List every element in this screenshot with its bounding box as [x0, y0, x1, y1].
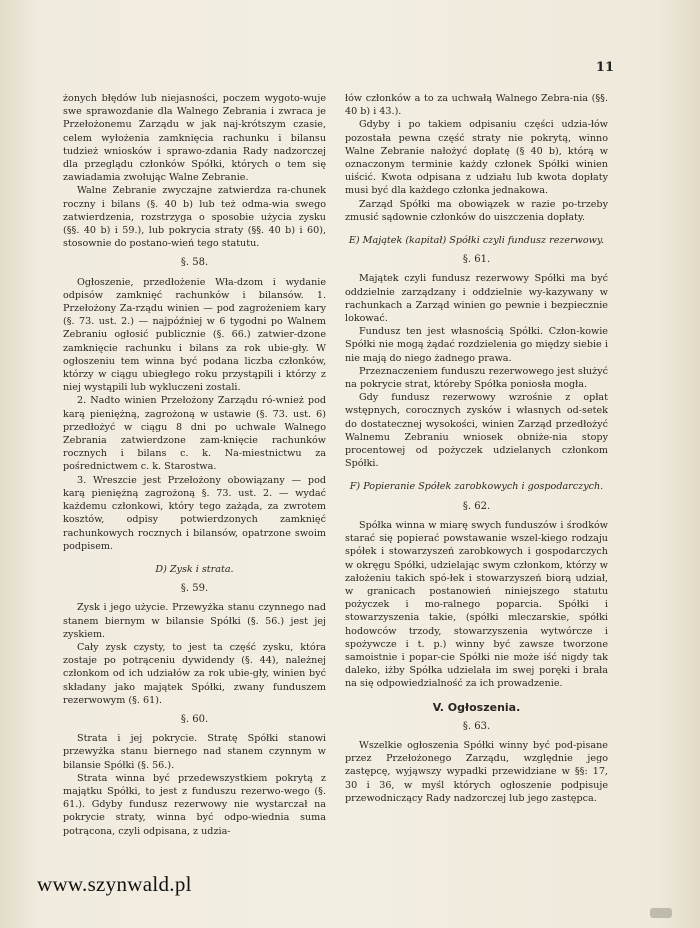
chapter-heading: V. Ogłoszenia. [432, 700, 521, 714]
section-number: §. 62. [462, 500, 491, 512]
section-number: §. 58. [180, 257, 209, 269]
right-column [345, 92, 608, 805]
watermark: www.szynwald.pl [37, 872, 192, 896]
chapter-heading: F) Popieranie Spółek zarobkowych i gospodarczych. [349, 481, 604, 493]
paragraph: Cały zysk czysty, to jest ta część zysku, która zostaje po potrąceniu dywidendy (§. 44), należnej członkom od ich udziałów za rok ubie-gły, winien być składany jako majątek Spółki, zwany funduszem rezerwowym (§. 61). [63, 641, 326, 706]
paragraph: 3. Wreszcie jest Przełożony obowiązany — pod karą pieniężną zagrożoną §. 73. ust. 2. — wydać każdemu członkowi, który tego zażąda, za zwrotem kosztów, odpisy potwierdzonych zamknięć rachunkowych rocznych i bilansów, opatrzone swoim podpisem. [63, 474, 326, 552]
left-column [63, 92, 326, 838]
paragraph: Przeznaczeniem funduszu rezerwowego jest służyć na pokrycie strat, któreby Spółka poniosła mogła. [345, 365, 608, 391]
chapter-heading: D) Zysk i strata. [155, 563, 234, 575]
paragraph: Walne Zebranie zwyczajne zatwierdza ra-chunek roczny i bilans (§. 40 b) lub też odma-wia swego zatwierdzenia, rozstrzyga o sposobie użycia zysku (§§. 40 b) i 59.), lub pokrycia straty (§§. 40 b) i 60), stosownie do postano-wień tego statutu. [63, 185, 326, 250]
section-number: §. 60. [180, 713, 209, 725]
paragraph: Strata i jej pokrycie. Stratę Spółki stanowi przewyżka stanu biernego nad stanem czynnym w bilansie Spółki (§. 56.). [63, 733, 326, 771]
paragraph: Ogłoszenie, przedłożenie Wła-dzom i wydanie odpisów zamknięć rachunków i bilansów. 1. Przełożony Za-rządu winien — pod zagrożeniem kary (§. 73. ust. 2.) — najpóźniej w 6 tygodni po Walnem Zebraniu ogłosić publicznie (§. 66.) zatwier-dzone zamknięcie rachunku i bilans za rok ubie-gły. W ogłoszeniu tem winna być podana liczba członków, którzy w ciągu ubiegłego roku przystąpili i którzy z niej wystąpili lub wykluczeni zostali. [63, 276, 326, 394]
library-stamp [650, 908, 672, 918]
paragraph: 2. Nadto winien Przełożony Zarządu ró-wnież pod karą pieniężną, zagrożoną w ustawie (§. 73. ust. 6) przedłożyć w ciągu 8 dni po uchwale Walnego Zebrania zatwierdzone zam-knięcie rachunków rocznych i bilans c. k. Na-miestnictwu za pośrednictwem c. k. Starostwa. [63, 395, 326, 473]
section-number: §. 63. [462, 720, 491, 732]
paragraph: Zysk i jego użycie. Przewyżka stanu czynnego nad stanem biernym w bilansie Spółki (§. 56.) jest jej zyskiem. [63, 602, 326, 640]
page-number: 11 [595, 60, 614, 75]
paragraph: Wszelkie ogłoszenia Spółki winny być pod-pisane przez Przełożonego Zarządu, względnie jego zastępcę, wyjąwszy wypadki przewidziane w §§: 17, 30 i 36, w myśl których ogłoszenie podpisuje przewodniczący Rady nadzorczej lub jego zastępca. [345, 739, 608, 804]
paragraph: Zarząd Spółki ma obowiązek w razie po-trzeby zmusić sądownie członków do uiszczenia dopłaty. [345, 198, 608, 223]
section-number: §. 61. [462, 254, 491, 266]
paragraph: Gdy fundusz rezerwowy wzrośnie z opłat wstępnych, corocznych zysków i własnych od-setek do dostatecznej wysokości, winien Zarząd przedłożyć Walnemu Zebraniu wniosek obniże-nia stopy procentowej od pożyczek udzielanych członkom Spółki. [345, 392, 608, 470]
paragraph: Majątek czyli fundusz rezerwowy Spółki ma być oddzielnie zarządzany i oddzielnie wy-kazywany w rachunkach a Zarząd winien go pewnie i bezpiecznie lokować. [345, 273, 608, 325]
paragraph: żonych błędów lub niejasności, poczem wygoto-wuje swe sprawozdanie dla Walnego Zebrania i zwraca je Przełożonemu Zarządu w jak naj-krótszym czasie, celem wyłożenia zamknięcia rachunku i bilansu tudzież wniosków i sprawo-zdania Rady nadzorczej dla przeglądu członków Spółki, których o tem się zawiadamia zwołując Walne Zebranie. [63, 93, 326, 184]
chapter-heading: E) Majątek (kapitał) Spółki czyli fundusz rezerwowy. [348, 235, 605, 247]
paragraph: Spółka winna w miarę swych funduszów i środków starać się popierać powstawanie wszel-kiego rodzaju spółek i stowarzyszeń zarobkowych i gospodarczych w okręgu Spółki, udzielając swym członkom, którzy w założeniu takich spó-łek i stowarzyszeń biorą udział, w granicach postanowień niniejszego statutu pożyczek i mo-ralnego poparcia. Spółki i stowarzyszenia takie, (spółki mleczarskie, spółki hodowców trzody, stowarzyszenia wytwórcze i spożywcze i t. p.) winny być zawsze tworzone samoistnie i popar-cie Spółki nie może iść nigdy tak daleko, iżby Spółka udzielała im swej poręki i brała na się odpowiedzialność za ich prowadzenie. [345, 519, 608, 690]
section-number: §. 59. [180, 583, 209, 595]
paragraph: Strata winna być przedewszystkiem pokrytą z majątku Spółki, to jest z funduszu rezerwo-wego (§. 61.). Gdyby fundusz rezerwowy nie wystarczał na pokrycie straty, winna być odpo-wiednia suma potrącona, czyli odpisana, z udzia- [63, 772, 326, 837]
paragraph: łów członków a to za uchwałą Walnego Zebra-nia (§§. 40 b) i 43.). [345, 93, 608, 118]
paragraph: Gdyby i po takiem odpisaniu części udzia-łów pozostała pewna część straty nie pokrytą, winno Walne Zebranie nałożyć dopłatę (§ 40 b), którą w oznaczonym terminie każdy członek Spółki winien uiścić. Kwota odpisana z udziału lub kwota dopłaty musi być dla każdego członka jednakowa. [345, 119, 608, 197]
paragraph: Fundusz ten jest własnością Spółki. Człon-kowie Spółki nie mogą żądać rozdzielenia go między siebie i nie mają do niego żadnego prawa. [345, 326, 608, 364]
